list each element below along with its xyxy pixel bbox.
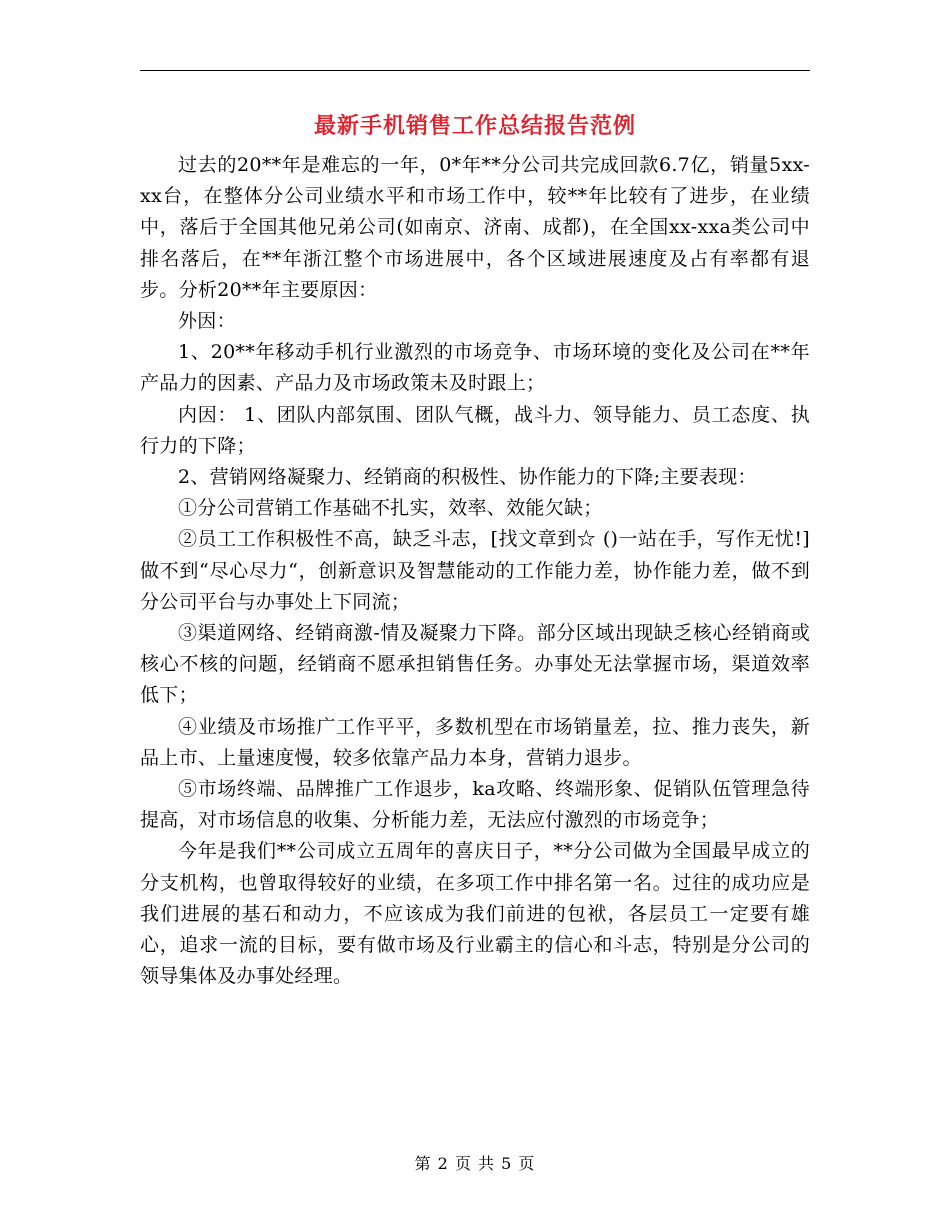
paragraph-internal-1: 内因： 1、团队内部氛围、团队气概，战斗力、领导能力、员工态度、执行力的下降；	[140, 403, 810, 457]
header-rule	[140, 70, 810, 71]
page-number-footer: 第 2 页 共 5 页	[414, 1154, 536, 1173]
paragraph-point-4: ④业绩及市场推广工作平平，多数机型在市场销量差，拉、推力丧失，新品上市、上量速度慢，较多依靠产品力本身，营销力退步。	[140, 715, 810, 769]
paragraph-point-5: ⑤市场终端、品牌推广工作退步，ka攻略、终端形象、促销队伍管理急待提高，对市场信息的收集、分析能力差，无法应付激烈的市场竞争；	[140, 778, 810, 832]
document-body	[140, 150, 810, 992]
paragraph-external-1: 1、20**年移动手机行业激烈的市场竞争、市场环境的变化及公司在**年产品力的因素、产品力及市场政策未及时跟上；	[140, 341, 810, 395]
paragraph-point-3: ③渠道网络、经销商激-情及凝聚力下降。部分区域出现缺乏核心经销商或核心不核的问题，经销商不愿承担销售任务。办事处无法掌握市场，渠道效率低下；	[140, 622, 810, 707]
paragraph-intro: 过去的20**年是难忘的一年，0*年**分公司共完成回款6.7亿，销量5xx-xx台，在整体分公司业绩水平和市场工作中，较**年比较有了进步，在业绩中，落后于全国其他兄弟公司(如南京、济南、成都)，在全国xx-xxa类公司中排名落后，在**年浙江整个市场进展中，各个区域进展速度及占有率都有退步。分析20**年主要原因：	[140, 154, 810, 301]
paragraph-point-1: ①分公司营销工作基础不扎实，效率、效能欠缺；	[178, 497, 603, 520]
document-title: 最新手机销售工作总结报告范例	[313, 113, 636, 139]
paragraph-point-2: ②员工工作积极性不高，缺乏斗志，[找文章到☆ ()一站在手，写作无忧!]做不到“尽心尽力“，创新意识及智慧能动的工作能力差，协作能力差，做不到分公司平台与办事处上下同流；	[140, 528, 810, 613]
paragraph-external-heading: 外因：	[178, 310, 236, 333]
paragraph-conclusion: 今年是我们**公司成立五周年的喜庆日子，**分公司做为全国最早成立的分支机构，也曾取得较好的业绩，在多项工作中排名第一名。过往的成功应是我们进展的基石和动力，不应该成为我们前进的包袱，各层员工一定要有雄心，追求一流的目标，要有做市场及行业霸主的信心和斗志，特别是分公司的领导集体及办事处经理。	[140, 840, 810, 988]
paragraph-internal-2: 2、营销网络凝聚力、经销商的积极性、协作能力的下降;主要表现：	[178, 466, 757, 489]
